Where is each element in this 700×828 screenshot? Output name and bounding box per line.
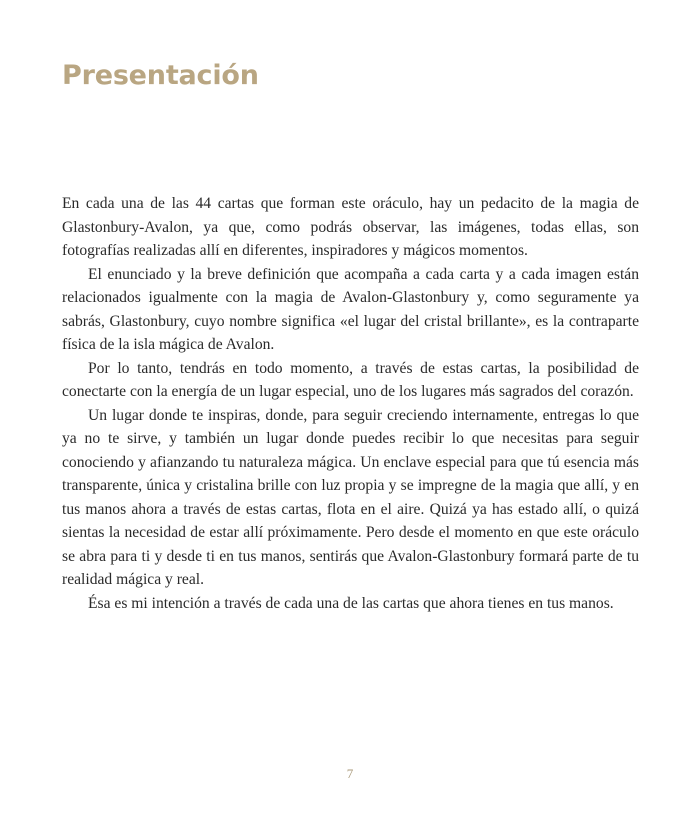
paragraph-4: Un lugar donde te inspiras, donde, para seguir creciendo internamente, entregas lo que ya no te sirve, y también un lugar donde puedes recibir lo que necesitas para seguir conociendo y afianzando tu naturaleza mágica. Un enclave especial para que tú esencia más transparente, única y cristalina brille con luz propia y se impregne de la magia que allí, y en tus manos ahora a través de estas cartas, flota en el aire. Quizá ya has estado allí, o quizá sientas la necesidad de estar allí próximamente. Pero desde el momento en que este oráculo se abra para ti y desde ti en tus manos, sentirás que Avalon-Glastonbury formará parte de tu realidad mágica y real. [62,406,639,588]
body-text [62,192,639,615]
page-number: 7 [346,766,354,781]
paragraph-5: Ésa es mi intención a través de cada una de las cartas que ahora tienes en tus manos. [88,594,614,612]
paragraph-1: En cada una de las 44 cartas que forman este oráculo, hay un pedacito de la magia de Glastonbury-Avalon, ya que, como podrás observar, las imágenes, todas ellas, son fotografías realizadas allí en diferentes, inspiradores y mágicos momentos. [62,195,639,259]
page-title: Presentación [62,60,259,91]
paragraph-2: El enunciado y la breve definición que acompaña a cada carta y a cada imagen están relacionados igualmente con la magia de Avalon-Glastonbury y, como seguramente ya sabrás, Glastonbury, cuyo nombre significa «el lugar del cristal brillante», es la contraparte física de la isla mágica de Avalon. [62,265,639,353]
paragraph-3: Por lo tanto, tendrás en todo momento, a través de estas cartas, la posibilidad de conectarte con la energía de un lugar especial, uno de los lugares más sagrados del corazón. [62,359,639,400]
